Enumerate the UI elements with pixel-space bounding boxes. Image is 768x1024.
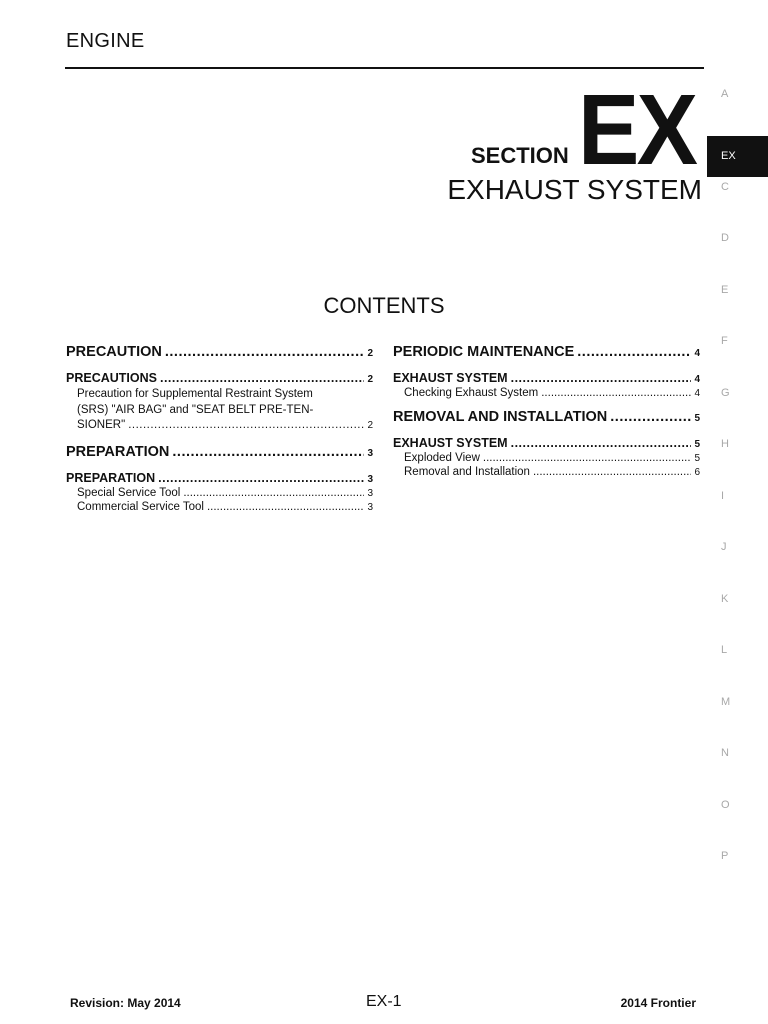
toc-page-number: 5 xyxy=(694,439,700,450)
section-tab-i[interactable] xyxy=(707,486,768,538)
toc-entry-title: PRECAUTIONS xyxy=(66,371,157,385)
toc-page-number: 3 xyxy=(367,487,373,499)
section-tab-label: A xyxy=(721,88,729,100)
section-tab-label: O xyxy=(721,798,730,811)
section-title: EXHAUST SYSTEM xyxy=(447,174,702,205)
section-tab-label: C xyxy=(721,180,729,193)
toc-entry-title: Commercial Service Tool xyxy=(77,500,204,513)
section-tab-d[interactable] xyxy=(707,228,768,280)
toc-page-number: 3 xyxy=(367,473,373,485)
toc-entry-checking-exhaust-system[interactable] xyxy=(393,387,700,399)
toc-page-number: 5 xyxy=(694,413,700,424)
vehicle-model: 2014 Frontier xyxy=(620,996,696,1010)
section-tab-label: L xyxy=(721,644,728,656)
section-tab-label: G xyxy=(721,386,730,399)
leader-dots xyxy=(577,344,691,360)
toc-page-number: 2 xyxy=(367,420,373,431)
toc-entry-title: Checking Exhaust System xyxy=(404,387,539,399)
section-tab-c[interactable] xyxy=(707,177,768,229)
leader-dots xyxy=(172,444,364,460)
toc-entry-removal-and-installation[interactable] xyxy=(393,466,700,478)
toc-entry-line: (SRS) "AIR BAG" and "SEAT BELT PRE-TEN- xyxy=(77,403,314,416)
toc-page-number: 5 xyxy=(694,453,700,464)
section-code: EX xyxy=(578,74,696,186)
page-number: EX-1 xyxy=(366,993,402,1010)
section-tab-j[interactable] xyxy=(707,537,768,589)
section-tab-l[interactable] xyxy=(707,640,768,692)
toc-entry-commercial-service-tool[interactable] xyxy=(66,501,373,513)
leader-dots xyxy=(158,471,364,485)
section-tab-label: N xyxy=(721,747,729,759)
toc-page-number: 4 xyxy=(694,348,700,359)
toc-page-number: 4 xyxy=(694,388,700,399)
section-tab-label: EX xyxy=(721,150,736,162)
toc-entry-removal-and-installation-chapter[interactable] xyxy=(393,409,700,425)
contents-heading: CONTENTS xyxy=(323,293,445,318)
toc-entry-title: Special Service Tool xyxy=(77,486,181,499)
toc-entry-periodic-maintenance[interactable] xyxy=(393,344,700,360)
section-tab-f[interactable] xyxy=(707,331,768,383)
leader-dots xyxy=(511,436,692,450)
section-tab-h[interactable] xyxy=(707,434,768,486)
section-tab-label: F xyxy=(721,335,728,347)
section-tab-label: I xyxy=(721,489,725,502)
toc-entry-title: EXHAUST SYSTEM xyxy=(393,436,508,450)
section-tab-m[interactable] xyxy=(707,692,768,744)
toc-page-number: 3 xyxy=(367,501,373,513)
section-tab-label: H xyxy=(721,438,729,450)
section-tab-a[interactable] xyxy=(707,84,768,136)
section-tab-label: E xyxy=(721,283,729,296)
leader-dots xyxy=(165,344,365,360)
section-tab-label: P xyxy=(721,850,729,862)
leader-dots xyxy=(610,409,691,425)
toc-entry-srs-precaution[interactable] xyxy=(66,387,373,434)
toc-entry-preparation-chapter[interactable] xyxy=(66,444,373,460)
toc-entry-exhaust-system[interactable] xyxy=(393,371,700,385)
section-tab-label: J xyxy=(721,541,727,553)
toc-entry-title: EXHAUST SYSTEM xyxy=(393,371,508,385)
toc-page-number: 4 xyxy=(694,374,700,385)
leader-dots xyxy=(160,371,364,385)
toc-page-number: 6 xyxy=(694,467,700,478)
toc-entry-precautions[interactable] xyxy=(66,371,373,385)
toc-entry-special-service-tool[interactable] xyxy=(66,487,373,499)
toc-left-column xyxy=(66,344,373,515)
leader-dots xyxy=(128,418,364,434)
toc-entry-title: PREPARATION xyxy=(66,443,170,460)
header-divider xyxy=(65,67,704,69)
leader-dots xyxy=(511,371,692,385)
chapter-label: ENGINE xyxy=(66,30,145,52)
leader-dots xyxy=(183,487,364,499)
toc-entry-exhaust-system[interactable] xyxy=(393,436,700,450)
section-index-tabs xyxy=(707,84,768,898)
toc-entry-precaution[interactable] xyxy=(66,344,373,360)
toc-page-number: 2 xyxy=(367,374,373,385)
toc-entry-line: SIONER" xyxy=(77,419,126,431)
toc-entry-exploded-view[interactable] xyxy=(393,452,700,464)
section-tab-label: D xyxy=(721,232,729,244)
section-tab-p[interactable] xyxy=(707,846,768,898)
toc-entry-line: Precaution for Supplemental Restraint System xyxy=(77,388,313,400)
leader-dots xyxy=(207,501,364,513)
leader-dots xyxy=(541,387,691,399)
toc-right-column xyxy=(393,344,700,480)
toc-entry-title: Removal and Installation xyxy=(404,466,530,478)
toc-entry-title: PERIODIC MAINTENANCE xyxy=(393,344,575,360)
section-tab-k[interactable] xyxy=(707,589,768,641)
toc-entry-preparation[interactable] xyxy=(66,471,373,485)
toc-entry-title: Exploded View xyxy=(404,452,480,464)
section-tab-label: M xyxy=(721,695,731,708)
toc-entry-title: PREPARATION xyxy=(66,470,156,485)
section-tab-g[interactable] xyxy=(707,383,768,435)
leader-dots xyxy=(533,466,692,478)
section-tab-label: K xyxy=(721,592,729,605)
toc-entry-title: PRECAUTION xyxy=(66,344,162,360)
toc-page-number: 3 xyxy=(367,447,373,459)
section-tab-o[interactable] xyxy=(707,795,768,847)
toc-entry-title: REMOVAL AND INSTALLATION xyxy=(393,409,608,425)
leader-dots xyxy=(483,452,692,464)
section-tab-n[interactable] xyxy=(707,743,768,795)
section-tab-ex[interactable] xyxy=(707,136,768,177)
toc-page-number: 2 xyxy=(367,348,373,359)
section-tab-e[interactable] xyxy=(707,280,768,332)
revision-date: Revision: May 2014 xyxy=(70,996,181,1010)
section-word: SECTION xyxy=(471,143,569,168)
